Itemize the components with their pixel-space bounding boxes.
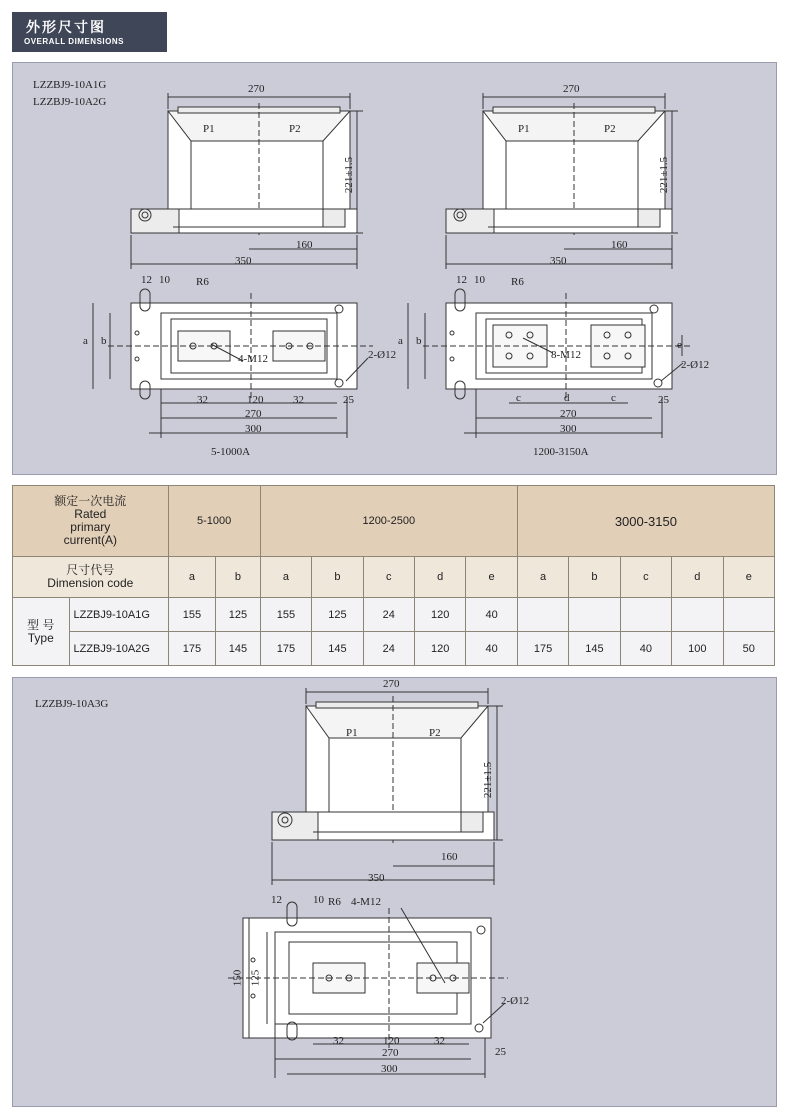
dimension-code-header	[13, 557, 169, 598]
left-holes-label: 2-Ø12	[368, 349, 397, 361]
value-cell: 50	[723, 632, 774, 666]
code-cell: c	[620, 557, 671, 598]
left-pad2-dim: 32	[293, 394, 304, 406]
right-edge-dim: 25	[658, 394, 669, 406]
table-row	[13, 632, 775, 666]
right-base-length-dim: 350	[550, 255, 567, 267]
code-cell: a	[517, 557, 568, 598]
rated-current-cn: 额定一次电流	[54, 494, 127, 508]
value-cell: 40	[466, 598, 517, 632]
right-bolts-label: 8-M12	[551, 349, 581, 361]
left-base-offset-dim: 160	[296, 239, 313, 251]
bottom-radius-dim: R6	[328, 896, 341, 908]
value-cell: 145	[216, 632, 261, 666]
right-plan-view	[408, 289, 693, 438]
right-dim-d: d	[564, 392, 570, 404]
value-cell: 40	[466, 632, 517, 666]
value-cell: 24	[363, 598, 414, 632]
right-dim-a: a	[398, 335, 403, 347]
right-side-view	[446, 93, 678, 269]
bottom-p2-label: P2	[429, 727, 441, 739]
value-cell: 125	[216, 598, 261, 632]
value-cell: 175	[517, 632, 568, 666]
type-en: Type	[27, 630, 54, 645]
value-cell: 175	[260, 632, 311, 666]
right-dim-e: e	[677, 339, 682, 351]
left-pad-spacing-dim: 120	[247, 394, 264, 406]
left-bolts-label: 4-M12	[238, 353, 268, 365]
right-total-len-dim: 300	[560, 423, 577, 435]
left-slot-gap-dim: 10	[159, 274, 170, 286]
table-row	[13, 598, 775, 632]
bottom-pad2-dim: 32	[434, 1035, 445, 1047]
value-cell: 155	[168, 598, 216, 632]
model-cell: LZZBJ9-10A2G	[69, 632, 168, 666]
right-dim-b: b	[416, 335, 422, 347]
code-cell: e	[723, 557, 774, 598]
type-header	[13, 598, 70, 666]
code-cell: b	[312, 557, 363, 598]
left-width-dim: 270	[248, 83, 265, 95]
value-cell: 125	[312, 598, 363, 632]
code-cell: a	[260, 557, 311, 598]
range-3000-3150: 3000-3150	[517, 486, 774, 557]
left-total-len-dim: 300	[245, 423, 262, 435]
bottom-inner-len-dim: 270	[382, 1047, 399, 1059]
bottom-pad1-dim: 32	[333, 1035, 344, 1047]
bottom-edge-dim: 25	[495, 1046, 506, 1058]
right-width-dim: 270	[563, 83, 580, 95]
bottom-base-offset-dim: 160	[441, 851, 458, 863]
left-edge-dim: 25	[343, 394, 354, 406]
section-header	[12, 12, 167, 52]
dimension-table	[12, 485, 775, 666]
bottom-dim-150: 150	[231, 969, 244, 987]
value-cell	[620, 598, 671, 632]
left-radius-dim: R6	[196, 276, 209, 288]
left-height-dim: 221±1.5	[343, 156, 356, 194]
model-label-a2g: LZZBJ9-10A2G	[33, 96, 107, 108]
model-cell: LZZBJ9-10A1G	[69, 598, 168, 632]
section-title-cn: 外形尺寸图	[26, 19, 106, 35]
left-plan-view	[93, 289, 373, 438]
dimension-code-cn: 尺寸代号	[66, 563, 115, 577]
code-cell: e	[466, 557, 517, 598]
right-radius-dim: R6	[511, 276, 524, 288]
left-caption: 5-1000A	[211, 446, 251, 458]
code-cell: d	[414, 557, 465, 598]
rated-current-en-1: Rated	[74, 507, 107, 521]
code-cell: d	[672, 557, 723, 598]
code-cell: c	[363, 557, 414, 598]
bottom-total-len-dim: 300	[381, 1063, 398, 1075]
value-cell: 175	[168, 632, 216, 666]
code-cell: a	[168, 557, 216, 598]
right-slot-width-dim: 12	[456, 274, 467, 286]
left-side-view	[131, 93, 363, 269]
right-base-offset-dim: 160	[611, 239, 628, 251]
value-cell: 40	[620, 632, 671, 666]
left-base-length-dim: 350	[235, 255, 252, 267]
left-dim-b: b	[101, 335, 107, 347]
value-cell	[672, 598, 723, 632]
value-cell	[569, 598, 620, 632]
value-cell: 120	[414, 632, 465, 666]
bottom-side-view	[272, 688, 503, 885]
right-slot-gap-dim: 10	[474, 274, 485, 286]
value-cell	[517, 598, 568, 632]
left-slot-width-dim: 12	[141, 274, 152, 286]
bottom-slot-width-dim: 12	[271, 894, 282, 906]
rated-current-header	[13, 486, 169, 557]
top-drawing-panel	[12, 62, 777, 475]
value-cell: 120	[414, 598, 465, 632]
bottom-pad-spacing-dim: 120	[383, 1035, 400, 1047]
left-pad1-dim: 32	[197, 394, 208, 406]
left-inner-len-dim: 270	[245, 408, 262, 420]
bottom-height-dim: 221±1.5	[482, 761, 495, 799]
right-holes-label: 2-Ø12	[681, 359, 710, 371]
value-cell: 100	[672, 632, 723, 666]
value-cell	[723, 598, 774, 632]
type-cn: 型 号	[27, 617, 55, 632]
right-dim-c-2: c	[611, 392, 616, 404]
bottom-slot-gap-dim: 10	[313, 894, 324, 906]
right-height-dim: 221±1.5	[658, 156, 671, 194]
bottom-p1-label: P1	[346, 727, 358, 739]
right-p1-label: P1	[518, 123, 530, 135]
value-cell: 145	[312, 632, 363, 666]
right-inner-len-dim: 270	[560, 408, 577, 420]
top-drawings-svg	[13, 63, 776, 474]
value-cell: 155	[260, 598, 311, 632]
bottom-base-length-dim: 350	[368, 872, 385, 884]
model-label-a1g: LZZBJ9-10A1G	[33, 79, 107, 91]
bottom-width-dim: 270	[383, 678, 400, 690]
bottom-drawing-panel	[12, 677, 777, 1107]
range-1200-2500: 1200-2500	[260, 486, 517, 557]
code-cell: b	[569, 557, 620, 598]
rated-current-en-2: primary	[70, 520, 111, 534]
left-dim-a: a	[83, 335, 88, 347]
code-cell: b	[216, 557, 261, 598]
right-p2-label: P2	[604, 123, 616, 135]
rated-current-en-3: current(A)	[63, 533, 117, 547]
section-title-en: OVERALL DIMENSIONS	[24, 37, 124, 46]
right-dim-c-1: c	[516, 392, 521, 404]
bottom-dim-125: 125	[249, 969, 262, 987]
left-p1-label: P1	[203, 123, 215, 135]
bottom-plan-view	[228, 902, 508, 1078]
range-5-1000: 5-1000	[168, 486, 260, 557]
dimension-code-en: Dimension code	[47, 576, 134, 590]
left-p2-label: P2	[289, 123, 301, 135]
bottom-model-label: LZZBJ9-10A3G	[35, 698, 109, 710]
right-caption: 1200-3150A	[533, 446, 589, 458]
bottom-bolts-label: 4-M12	[351, 896, 381, 908]
value-cell: 145	[569, 632, 620, 666]
bottom-holes-label: 2-Ø12	[501, 995, 530, 1007]
value-cell: 24	[363, 632, 414, 666]
